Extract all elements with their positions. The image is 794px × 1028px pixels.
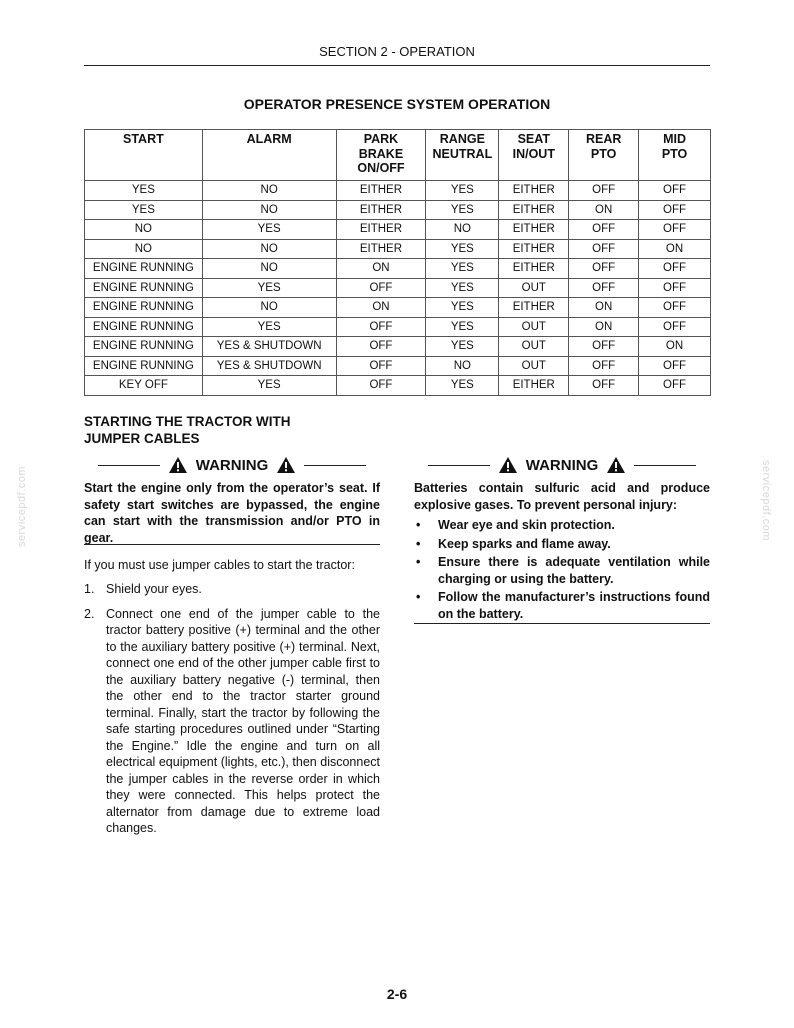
table-cell: ON — [639, 337, 711, 357]
step-number: 2. — [84, 606, 95, 621]
page-title: OPERATOR PRESENCE SYSTEM OPERATION — [243, 96, 551, 112]
section-heading — [84, 413, 384, 447]
column-header — [85, 130, 203, 181]
bullet-icon: • — [416, 590, 421, 604]
section-heading-line1: STARTING THE TRACTOR WITH — [84, 414, 291, 429]
table-cell: EITHER — [336, 220, 426, 240]
table-cell: OFF — [639, 317, 711, 337]
table-cell: OFF — [569, 376, 639, 396]
warning-label: WARNING — [195, 456, 269, 474]
table-cell: NO — [202, 239, 336, 259]
table-cell: YES — [426, 317, 499, 337]
table-cell: NO — [202, 298, 336, 318]
table-cell: ENGINE RUNNING — [85, 356, 203, 376]
table-cell: ENGINE RUNNING — [85, 317, 203, 337]
table-cell: EITHER — [336, 181, 426, 201]
table-cell: OFF — [639, 356, 711, 376]
column-header-line: PTO — [661, 146, 688, 161]
table-cell: YES & SHUTDOWN — [202, 337, 336, 357]
table-cell: OFF — [569, 239, 639, 259]
column-header-line: MID — [663, 132, 687, 146]
warning-text-right: Batteries contain sulfuric acid and produce explosive gases. To prevent personal injury: — [414, 481, 710, 512]
table-cell: YES — [202, 220, 336, 240]
table-cell: NO — [202, 181, 336, 201]
table-cell: EITHER — [499, 376, 569, 396]
list-item — [414, 589, 710, 622]
column-header-line: REAR — [585, 132, 622, 146]
column-header-line: PARK — [363, 132, 399, 146]
table-cell: OFF — [639, 278, 711, 298]
column-header — [336, 130, 426, 181]
bullet-text: Follow the manufacturer’s instructions found on the battery. — [438, 590, 710, 621]
table-row — [85, 337, 711, 357]
instruction-steps — [84, 581, 380, 845]
table-row — [85, 317, 711, 337]
column-header-line: ON/OFF — [357, 161, 405, 175]
column-header — [426, 130, 499, 181]
table-row — [85, 356, 711, 376]
column-header-line: ALARM — [246, 132, 292, 146]
column-header-line: BRAKE — [358, 146, 404, 161]
table-cell: NO — [426, 220, 499, 240]
table-cell: OFF — [639, 298, 711, 318]
table-cell: EITHER — [499, 181, 569, 201]
table-cell: YES — [426, 337, 499, 357]
column-header-line: NEUTRAL — [432, 146, 493, 161]
table-cell: NO — [85, 220, 203, 240]
table-cell: OUT — [499, 317, 569, 337]
table-cell: ON — [639, 239, 711, 259]
bullet-text: Ensure there is adequate ventilation while charging or using the battery. — [438, 555, 710, 586]
table-row — [85, 259, 711, 279]
warning-rule — [634, 465, 696, 466]
table-row — [85, 239, 711, 259]
warning-triangle-icon — [276, 456, 296, 474]
watermark-right: servicepdf.com — [760, 460, 772, 541]
table-row — [85, 220, 711, 240]
table-cell: OFF — [336, 337, 426, 357]
table-cell: OFF — [639, 220, 711, 240]
column-header — [202, 130, 336, 181]
table-row — [85, 278, 711, 298]
table-cell: OFF — [569, 356, 639, 376]
list-item — [414, 554, 710, 587]
table-cell: EITHER — [336, 200, 426, 220]
warning-text-left: Start the engine only from the operator’s seat. If safety start switches are bypassed, the engine can start with the transmission and/or PTO in gear. — [84, 481, 380, 545]
warning-label: WARNING — [525, 456, 599, 474]
table-cell: OFF — [569, 337, 639, 357]
step-text: Shield your eyes. — [106, 582, 202, 596]
table-cell: EITHER — [499, 259, 569, 279]
warning-banner-left — [84, 456, 380, 474]
bullet-icon: • — [416, 518, 421, 532]
table-cell: YES — [202, 376, 336, 396]
list-item — [84, 581, 380, 598]
column-header-line: START — [123, 132, 164, 146]
page-number: 2-6 — [386, 986, 408, 1002]
warning-triangle-icon — [168, 456, 188, 474]
table-cell: OFF — [639, 181, 711, 201]
table-cell: OFF — [336, 317, 426, 337]
table-cell: OFF — [336, 278, 426, 298]
table-cell: YES — [85, 200, 203, 220]
table-cell: EITHER — [336, 239, 426, 259]
table-cell: NO — [202, 200, 336, 220]
warning-left-bottom-rule — [84, 544, 380, 545]
bullet-icon: • — [416, 536, 421, 551]
table-cell: EITHER — [499, 298, 569, 318]
section-header: SECTION 2 - OPERATION — [319, 44, 475, 59]
table-cell: OFF — [569, 278, 639, 298]
watermark-left: servicepdf.com — [16, 466, 28, 547]
table-row — [85, 376, 711, 396]
table-cell: OFF — [336, 376, 426, 396]
table-cell: YES & SHUTDOWN — [202, 356, 336, 376]
table-cell: YES — [85, 181, 203, 201]
table-cell: OFF — [336, 356, 426, 376]
table-row — [85, 200, 711, 220]
instructions-intro: If you must use jumper cables to start the tractor: — [84, 558, 355, 572]
table-cell: ENGINE RUNNING — [85, 337, 203, 357]
table-cell: OFF — [569, 259, 639, 279]
table-cell: OFF — [569, 220, 639, 240]
table-cell: ON — [336, 298, 426, 318]
table-cell: ENGINE RUNNING — [85, 278, 203, 298]
table-cell: YES — [426, 181, 499, 201]
table-cell: OUT — [499, 337, 569, 357]
column-header — [639, 130, 711, 181]
table-cell: YES — [426, 239, 499, 259]
warning-bullets — [414, 517, 710, 624]
column-header-line: IN/OUT — [512, 146, 555, 161]
warning-right-bottom-rule — [414, 623, 710, 624]
column-header-line: RANGE — [439, 132, 485, 146]
table-cell: YES — [426, 259, 499, 279]
table-cell: ON — [569, 317, 639, 337]
bullet-text: Wear eye and skin protection. — [438, 518, 615, 532]
step-number: 1. — [84, 582, 95, 596]
column-header — [499, 130, 569, 181]
table-row — [85, 298, 711, 318]
bullet-icon: • — [416, 555, 421, 569]
list-item — [414, 536, 710, 553]
operator-presence-table — [84, 129, 711, 396]
table-cell: NO — [202, 259, 336, 279]
column-header-line: SEAT — [517, 132, 550, 146]
table-cell: YES — [202, 278, 336, 298]
table-cell: OFF — [639, 200, 711, 220]
list-item — [84, 606, 380, 837]
table-cell: NO — [426, 356, 499, 376]
warning-banner-right — [414, 456, 710, 474]
table-cell: YES — [426, 278, 499, 298]
table-cell: YES — [426, 376, 499, 396]
table-cell: OUT — [499, 278, 569, 298]
warning-rule — [98, 465, 160, 466]
list-item — [414, 517, 710, 534]
warning-triangle-icon — [606, 456, 626, 474]
table-cell: YES — [426, 298, 499, 318]
table-row — [85, 181, 711, 201]
table-cell: KEY OFF — [85, 376, 203, 396]
warning-triangle-icon — [498, 456, 518, 474]
table-cell: EITHER — [499, 220, 569, 240]
warning-rule — [428, 465, 490, 466]
table-cell: ON — [569, 200, 639, 220]
column-header — [569, 130, 639, 181]
table-cell: NO — [85, 239, 203, 259]
table-cell: OUT — [499, 356, 569, 376]
table-cell: OFF — [569, 181, 639, 201]
section-heading-line2: JUMPER CABLES — [84, 431, 200, 446]
table-cell: ENGINE RUNNING — [85, 298, 203, 318]
table-cell: ENGINE RUNNING — [85, 259, 203, 279]
table-cell: EITHER — [499, 239, 569, 259]
table-cell: ON — [569, 298, 639, 318]
warning-rule — [304, 465, 366, 466]
header-rule — [84, 65, 710, 66]
column-header-line: PTO — [590, 146, 617, 161]
table-cell: OFF — [639, 259, 711, 279]
table-cell: OFF — [639, 376, 711, 396]
table-cell: EITHER — [499, 200, 569, 220]
bullet-text: Keep sparks and flame away. — [438, 536, 611, 551]
table-cell: YES — [426, 200, 499, 220]
table-cell: YES — [202, 317, 336, 337]
table-cell: ON — [336, 259, 426, 279]
step-text: Connect one end of the jumper cable to the tractor battery positive (+) terminal and the other to the auxiliary battery positive (+) terminal. Next, connect one end of the other jumper cable first to the auxiliary battery negative (-) terminal, then the other end to the tractor starter ground terminal. Finally, start the tractor by following the safe starting procedures outlined under “Starting the Engine.” Idle the engine and turn on all electrical equipment (lights, etc.), then disconnect the jumper cables in the reverse order in which they were connected. This helps protect the alternator from damage due to extreme load changes. — [106, 606, 380, 835]
